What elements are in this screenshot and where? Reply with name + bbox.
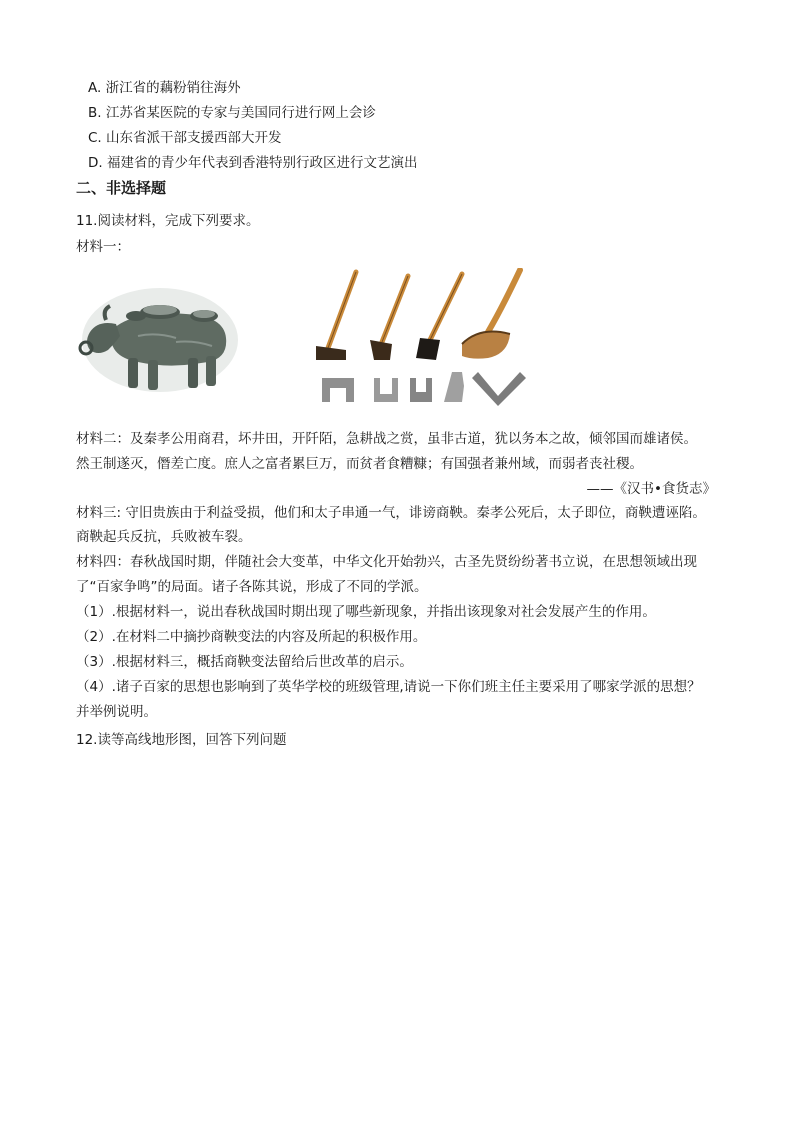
material-2-line-2: 然王制遂灭，僭差亡度。庶人之富者累巨万，而贫者食糟糠；有国强者兼州域，而弱者丧社稷。 xyxy=(76,456,643,472)
sub-question-4-line-1: （4）.诸子百家的思想也影响到了英华学校的班级管理,请说一下你们班主任主要采用了哪家学派的思想？ xyxy=(76,679,701,695)
material-3-line-2: 商鞅起兵反抗，兵败被车裂。 xyxy=(76,529,252,545)
iron-farm-tools-image xyxy=(312,268,542,414)
material-1-label: 材料一： xyxy=(76,239,130,255)
material-3-line-1: 材料三: 守旧贵族由于利益受损，他们和太子串通一气，诽谤商鞅。秦孝公死后，太子即位，商鞅遭诬陷。 xyxy=(76,505,706,521)
material-2-line-1: 材料二：及秦孝公用商君，坏井田，开阡陌，急耕战之赏，虽非古道，犹以务本之故，倾邻国而雄诸侯。 xyxy=(76,431,697,447)
material-4-line-2: 了“百家争鸣”的局面。诸子各陈其说，形成了不同的学派。 xyxy=(76,579,428,595)
option-c: C. 山东省派干部支援西部大开发 xyxy=(88,130,282,146)
material-1-figures xyxy=(76,268,536,416)
q12-stem: 12.读等高线地形图，回答下列问题 xyxy=(76,732,287,748)
option-b: B. 江苏省某医院的专家与美国同行进行网上会诊 xyxy=(88,105,376,121)
sub-question-1: （1）.根据材料一，说出春秋战国时期出现了哪些新现象，并指出该现象对社会发展产生的作用。 xyxy=(76,604,656,620)
bronze-ox-vessel-image xyxy=(76,276,244,404)
q11-stem: 11.阅读材料，完成下列要求。 xyxy=(76,213,260,229)
material-4-line-1: 材料四：春秋战国时期，伴随社会大变革，中华文化开始勃兴，古圣先贤纷纷著书立说，在思想领域出现 xyxy=(76,554,697,570)
sub-question-4-line-2: 并举例说明。 xyxy=(76,704,157,720)
option-a: A. 浙江省的藕粉销往海外 xyxy=(88,80,241,96)
material-2-source: ——《汉书•食货志》 xyxy=(586,481,716,497)
sub-question-3: （3）.根据材料三，概括商鞅变法留给后世改革的启示。 xyxy=(76,654,413,670)
section-title: 二、非选择题 xyxy=(76,179,167,197)
option-d: D. 福建省的青少年代表到香港特别行政区进行文艺演出 xyxy=(88,155,418,171)
sub-question-2: （2）.在材料二中摘抄商鞅变法的内容及所起的积极作用。 xyxy=(76,629,427,645)
